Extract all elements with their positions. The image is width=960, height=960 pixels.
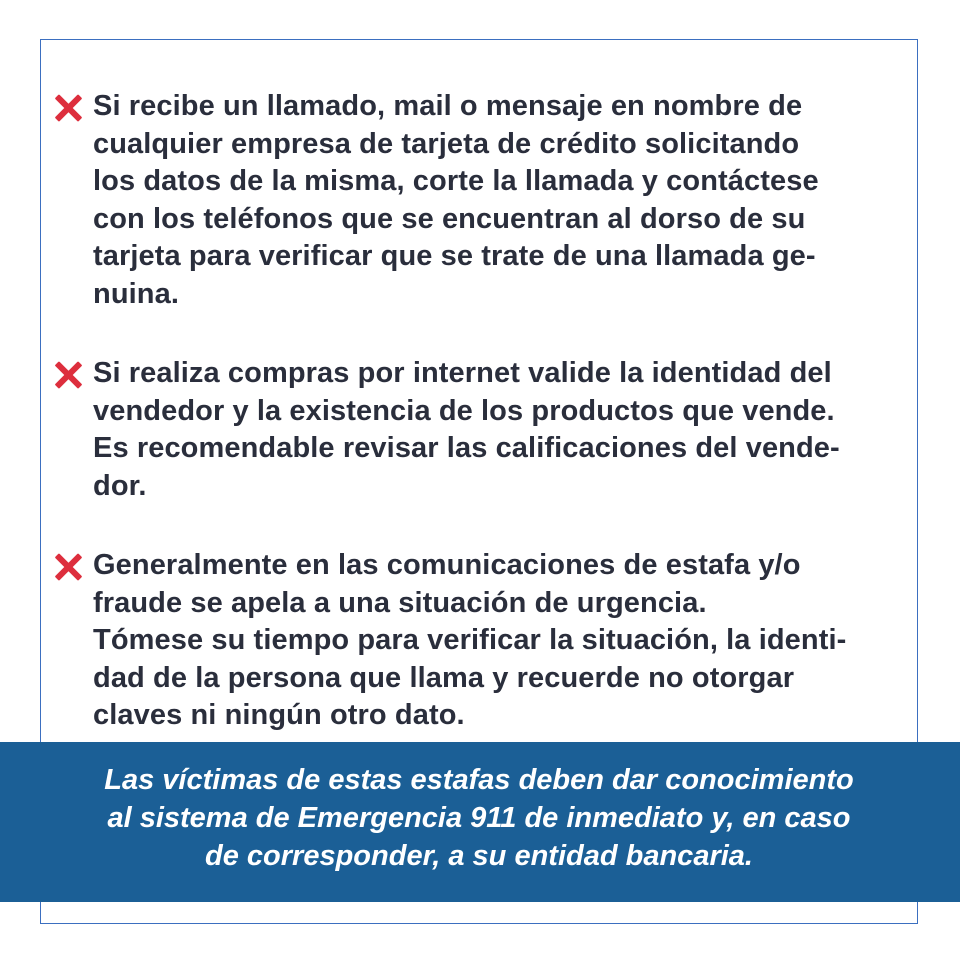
- tip-text: Si realiza compras por internet valide la identidad del vendedor y la existencia de los productos que vende. Es recomendable revisar las calificaciones del vende- dor.: [93, 357, 840, 502]
- tip-text: Si recibe un llamado, mail o mensaje en nombre de cualquier empresa de tarjeta de crédito solicitando los datos de la misma, corte la llamada y contáctese con los teléfonos que se encuentran al dorso de su tarjeta para verificar que se trate de una llamada ge- nuina.: [93, 90, 819, 310]
- tip-item: [55, 547, 905, 735]
- notice-banner: [0, 742, 960, 902]
- cross-mark-icon: [55, 94, 82, 121]
- tips-list: [55, 88, 905, 735]
- tip-item: [55, 88, 905, 313]
- cross-mark-icon: [55, 553, 82, 580]
- cross-mark-icon: [55, 361, 82, 388]
- tip-text: Generalmente en las comunicaciones de estafa y/o fraude se apela a una situación de urgencia. Tómese su tiempo para verificar la situación, la identi- dad de la persona que llama y recuerde no otorgar claves ni ningún otro dato.: [93, 549, 847, 731]
- banner-text: Las víctimas de estas estafas deben dar conocimiento al sistema de Emergencia 911 de inmediato y, en caso de corresponder, a su entidad bancaria.: [104, 764, 854, 872]
- tip-item: [55, 355, 905, 505]
